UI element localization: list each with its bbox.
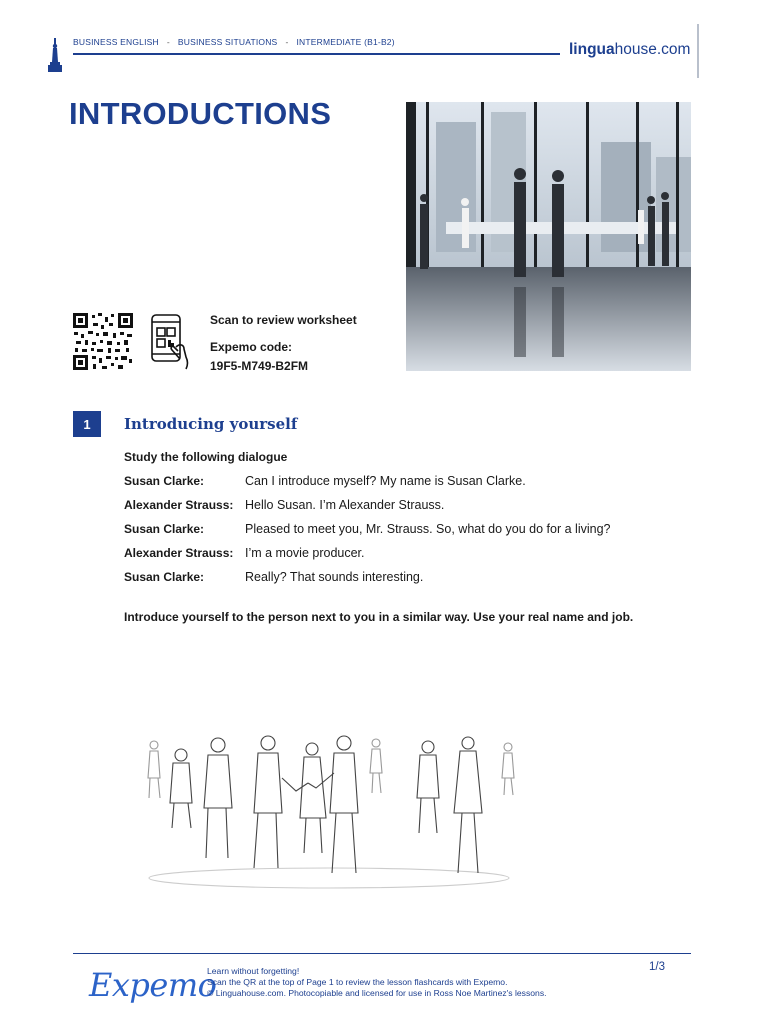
breadcrumb-item: INTERMEDIATE (B1-B2) <box>296 37 395 47</box>
dialogue-instruction: Study the following dialogue <box>124 450 288 464</box>
brand-logo-rest: house.com <box>614 41 691 58</box>
breadcrumb-separator: - <box>285 37 289 47</box>
dialogue-speaker: Susan Clarke: <box>124 570 205 584</box>
breadcrumb-item: BUSINESS ENGLISH <box>73 37 159 47</box>
brand-logo <box>569 41 690 59</box>
section-number-badge: 1 <box>73 411 101 437</box>
header-vertical-divider <box>697 24 699 78</box>
expemo-logo: Expemo <box>89 966 217 1004</box>
footer-copyright: © Linguahouse.com. Photocopiable and licensed for use in Ross Noe Martinez's lessons. <box>207 988 547 998</box>
dialogue-line: Can I introduce myself? My name is Susan Clarke. <box>245 474 526 488</box>
breadcrumb-item: BUSINESS SITUATIONS <box>177 37 278 47</box>
phone-scan-icon <box>150 313 192 371</box>
section-title: Introducing yourself <box>124 415 298 433</box>
breadcrumb-separator: - <box>166 37 170 47</box>
dialogue-line: Hello Susan. I’m Alexander Strauss. <box>245 498 445 512</box>
dialogue-speaker: Alexander Strauss: <box>124 546 234 560</box>
dialogue-line: Really? That sounds interesting. <box>245 570 424 584</box>
scan-label: Scan to review worksheet <box>210 313 357 327</box>
dialogue-speaker: Alexander Strauss: <box>124 498 234 512</box>
people-meeting-sketch <box>136 733 522 893</box>
brand-logo-bold: lingua <box>569 41 615 58</box>
dialogue-line: I’m a movie producer. <box>245 546 365 560</box>
footer-divider <box>73 953 691 954</box>
dialogue-speaker: Susan Clarke: <box>124 474 205 488</box>
header-divider <box>73 53 560 55</box>
footer-text <box>207 966 547 999</box>
speaking-task: Introduce yourself to the person next to you in a similar way. Use your real name and job. <box>124 610 634 624</box>
expemo-code-value: 19F5-M749-B2FM <box>210 359 309 373</box>
qr-code-icon <box>73 313 133 370</box>
statue-of-liberty-icon <box>48 38 62 72</box>
page-number: 1/3 <box>649 961 665 973</box>
business-meeting-photo <box>406 102 691 371</box>
dialogue-line: Pleased to meet you, Mr. Strauss. So, what do you do for a living? <box>245 522 611 536</box>
breadcrumb <box>73 37 395 47</box>
footer-tagline: Learn without forgetting! <box>207 966 300 976</box>
expemo-code-label: Expemo code: <box>210 340 293 354</box>
footer-instruction: Scan the QR at the top of Page 1 to review the lesson flashcards with Expemo. <box>207 977 508 987</box>
page-title: INTRODUCTIONS <box>69 96 332 131</box>
dialogue-speaker: Susan Clarke: <box>124 522 205 536</box>
